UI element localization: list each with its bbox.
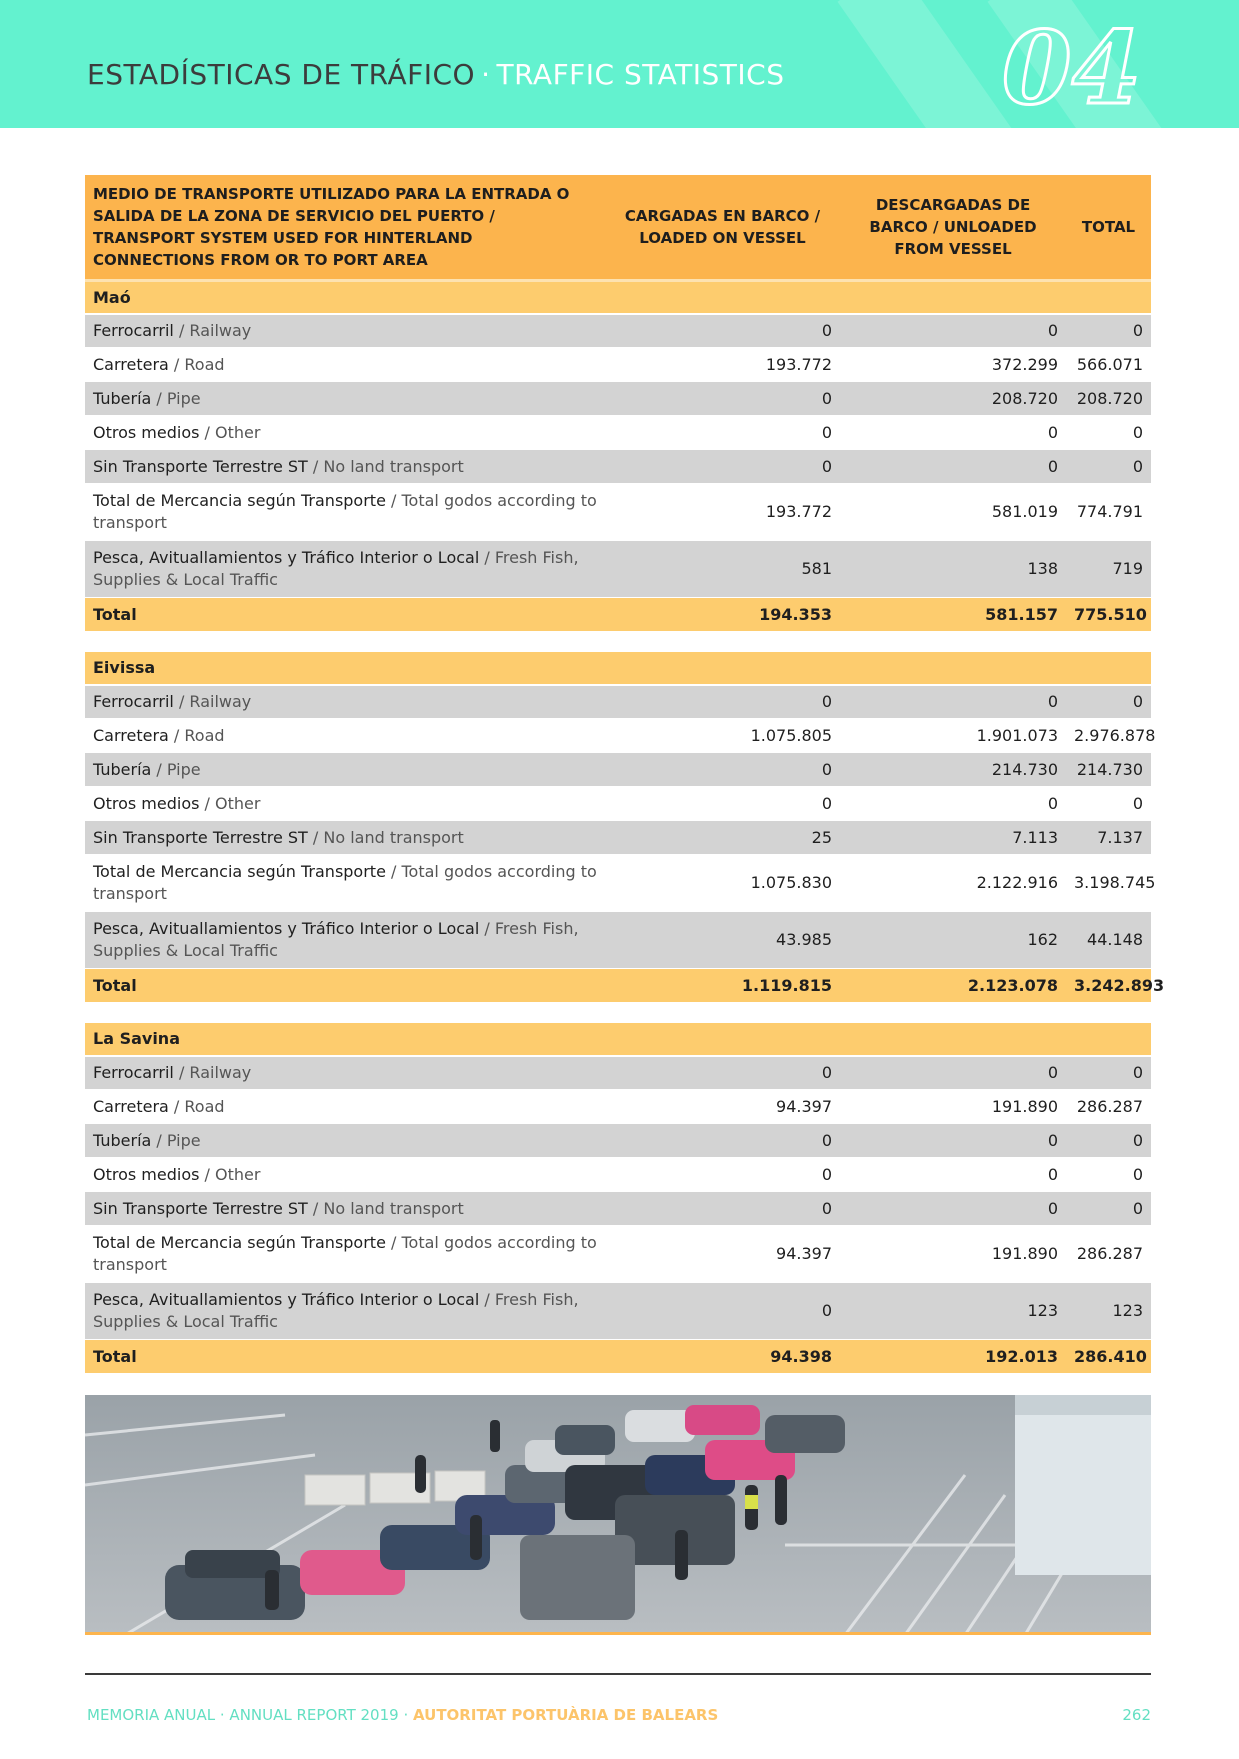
total-value: 0 <box>1066 416 1151 450</box>
total-total-value: 3.242.893 <box>1066 969 1151 1003</box>
region-header-row <box>85 652 1151 685</box>
table-row <box>85 1226 1151 1283</box>
total-value: 214.730 <box>1066 753 1151 787</box>
transport-label-es: Total de Mercancia según Transporte <box>93 862 386 881</box>
loaded-value: 193.772 <box>605 348 840 382</box>
loaded-value: 94.397 <box>605 1090 840 1124</box>
table-row <box>85 855 1151 912</box>
transport-label <box>85 348 605 382</box>
chapter-number <box>1002 0 1152 126</box>
table-row <box>85 541 1151 598</box>
table-row <box>85 1090 1151 1124</box>
unloaded-value: 208.720 <box>840 382 1066 416</box>
total-unloaded-value: 192.013 <box>840 1340 1066 1374</box>
total-value: 286.287 <box>1066 1226 1151 1283</box>
loaded-value: 0 <box>605 416 840 450</box>
total-value: 0 <box>1066 1124 1151 1158</box>
footer-organization: AUTORITAT PORTUÀRIA DE BALEARS <box>413 1706 719 1724</box>
spacer-cell <box>85 1003 1151 1023</box>
traffic-statistics-table <box>85 175 1165 1374</box>
total-total-value: 775.510 <box>1066 598 1151 632</box>
loaded-value: 0 <box>605 1192 840 1226</box>
transport-label <box>85 855 605 912</box>
total-value: 44.148 <box>1066 912 1151 969</box>
transport-label-en: / Pipe <box>151 389 201 408</box>
total-value: 123 <box>1066 1283 1151 1340</box>
transport-label-es: Pesca, Avituallamientos y Tráfico Interior o Local <box>93 548 480 567</box>
transport-label-en: / Total godos according to transport <box>93 1233 597 1274</box>
transport-label <box>85 821 605 855</box>
loaded-value: 94.397 <box>605 1226 840 1283</box>
loaded-value: 1.075.830 <box>605 855 840 912</box>
loaded-value: 0 <box>605 1283 840 1340</box>
transport-label <box>85 1226 605 1283</box>
transport-label-en: / Railway <box>173 1063 252 1083</box>
transport-label-en: / Total godos according to transport <box>93 491 597 532</box>
unloaded-value: 581.019 <box>840 484 1066 541</box>
region-name: Eivissa <box>85 652 1151 685</box>
column-header-loaded: CARGADAS EN BARCO / LOADED ON VESSEL <box>605 175 840 281</box>
chapter-number-text: 04 <box>1002 9 1142 126</box>
total-value: 0 <box>1066 1158 1151 1192</box>
unloaded-value: 0 <box>840 450 1066 484</box>
loaded-value: 581 <box>605 541 840 598</box>
table-row <box>85 416 1151 450</box>
transport-label-en: / Pipe <box>151 1131 201 1150</box>
section-spacer <box>85 632 1151 652</box>
total-value: 286.287 <box>1066 1090 1151 1124</box>
total-value: 7.137 <box>1066 821 1151 855</box>
transport-label-es: Pesca, Avituallamientos y Tráfico Interior o Local <box>93 1290 480 1309</box>
unloaded-value: 0 <box>840 1158 1066 1192</box>
total-value: 566.071 <box>1066 348 1151 382</box>
loaded-value: 0 <box>605 787 840 821</box>
table-row <box>85 787 1151 821</box>
total-value: 3.198.745 <box>1066 855 1151 912</box>
total-total-value: 286.410 <box>1066 1340 1151 1374</box>
unloaded-value: 0 <box>840 1192 1066 1226</box>
loaded-value: 0 <box>605 450 840 484</box>
transport-label-en: / Other <box>199 1165 261 1184</box>
table-row <box>85 382 1151 416</box>
table-row <box>85 912 1151 969</box>
photo-illustration <box>85 1395 1151 1635</box>
transport-label-es: Carretera <box>93 726 169 745</box>
transport-label <box>85 1192 605 1226</box>
table-row <box>85 484 1151 541</box>
table-header-row <box>85 175 1151 281</box>
loaded-value: 193.772 <box>605 484 840 541</box>
table-row <box>85 1124 1151 1158</box>
unloaded-value: 1.901.073 <box>840 719 1066 753</box>
total-label: Total <box>85 969 605 1003</box>
transport-label-es: Total de Mercancia según Transporte <box>93 491 386 510</box>
transport-label-es: Tubería <box>93 1131 152 1150</box>
transport-label-en: / No land transport <box>307 1199 464 1218</box>
transport-label-en: / Fresh Fish, Supplies & Local Traffic <box>93 919 579 960</box>
transport-label <box>85 1283 605 1340</box>
total-loaded-value: 194.353 <box>605 598 840 632</box>
transport-label <box>85 1158 605 1192</box>
transport-label <box>85 912 605 969</box>
transport-label-es: Carretera <box>93 355 169 374</box>
unloaded-value: 0 <box>840 1056 1066 1090</box>
unloaded-value: 2.122.916 <box>840 855 1066 912</box>
page-title <box>87 58 785 91</box>
transport-label <box>85 450 605 484</box>
loaded-value: 0 <box>605 1056 840 1090</box>
transport-label-en: / Other <box>199 423 261 442</box>
transport-label <box>85 314 605 348</box>
transport-label-en: / Railway <box>173 692 252 712</box>
loaded-value: 0 <box>605 1124 840 1158</box>
total-value: 0 <box>1066 1192 1151 1226</box>
total-value: 0 <box>1066 685 1151 719</box>
transport-label-es: Sin Transporte Terrestre ST <box>93 1199 308 1218</box>
loaded-value: 0 <box>605 1158 840 1192</box>
total-value: 208.720 <box>1066 382 1151 416</box>
total-label: Total <box>85 598 605 632</box>
loaded-value: 0 <box>605 753 840 787</box>
transport-label-es: Sin Transporte Terrestre ST <box>93 828 308 847</box>
transport-label-en: / Road <box>168 355 225 374</box>
total-value: 0 <box>1066 314 1151 348</box>
total-value: 0 <box>1066 1056 1151 1090</box>
transport-label-en: / Pipe <box>151 760 201 779</box>
total-loaded-value: 94.398 <box>605 1340 840 1374</box>
page-title-es: ESTADÍSTICAS DE TRÁFICO <box>87 58 476 91</box>
transport-label-es: Ferrocarril <box>93 1063 174 1083</box>
unloaded-value: 0 <box>840 314 1066 348</box>
total-value: 774.791 <box>1066 484 1151 541</box>
total-row <box>85 1340 1151 1374</box>
unloaded-value: 123 <box>840 1283 1066 1340</box>
column-header-total: TOTAL <box>1066 175 1151 281</box>
column-header-transport: MEDIO DE TRANSPORTE UTILIZADO PARA LA ENTRADA O SALIDA DE LA ZONA DE SERVICIO DEL PUERTO / TRANSPORT SYSTEM USED FOR HINTERLAND CONNECTIONS FROM OR TO PORT AREA <box>85 175 605 281</box>
unloaded-value: 191.890 <box>840 1226 1066 1283</box>
transport-label-es: Tubería <box>93 389 152 408</box>
transport-label <box>85 1124 605 1158</box>
unloaded-value: 191.890 <box>840 1090 1066 1124</box>
transport-label <box>85 541 605 598</box>
transport-label-es: Pesca, Avituallamientos y Tráfico Interior o Local <box>93 919 480 938</box>
transport-label-en: / No land transport <box>307 457 464 476</box>
page-title-en: TRAFFIC STATISTICS <box>496 58 785 91</box>
transport-label-en: / Railway <box>173 321 252 341</box>
transport-label-en: / Fresh Fish, Supplies & Local Traffic <box>93 548 579 589</box>
transport-label-es: Sin Transporte Terrestre ST <box>93 457 308 476</box>
transport-label-es: Otros medios <box>93 794 200 813</box>
unloaded-value: 372.299 <box>840 348 1066 382</box>
transport-label <box>85 685 605 719</box>
total-label: Total <box>85 1340 605 1374</box>
table-body <box>85 281 1165 1374</box>
total-row <box>85 598 1151 632</box>
loaded-value: 0 <box>605 314 840 348</box>
table-row <box>85 314 1151 348</box>
transport-label-en: / Road <box>168 726 225 745</box>
total-value: 0 <box>1066 787 1151 821</box>
spacer-cell <box>85 632 1151 652</box>
section-spacer <box>85 1003 1151 1023</box>
region-name: Maó <box>85 281 1151 314</box>
transport-label <box>85 1090 605 1124</box>
total-value: 2.976.878 <box>1066 719 1151 753</box>
table-row <box>85 348 1151 382</box>
port-parking-photo <box>85 1395 1151 1635</box>
table-row <box>85 1158 1151 1192</box>
transport-label <box>85 753 605 787</box>
page-footer <box>87 1706 718 1724</box>
unloaded-value: 162 <box>840 912 1066 969</box>
unloaded-value: 214.730 <box>840 753 1066 787</box>
page-header <box>0 0 1239 128</box>
transport-label <box>85 787 605 821</box>
transport-label-en: / Other <box>199 794 261 813</box>
transport-label-en: / Road <box>168 1097 225 1116</box>
transport-label-en: / Fresh Fish, Supplies & Local Traffic <box>93 1290 579 1331</box>
transport-label-es: Otros medios <box>93 423 200 442</box>
unloaded-value: 0 <box>840 685 1066 719</box>
table-row <box>85 719 1151 753</box>
transport-label-es: Ferrocarril <box>93 692 174 712</box>
total-loaded-value: 1.119.815 <box>605 969 840 1003</box>
transport-label <box>85 1056 605 1090</box>
footer-report-label: MEMORIA ANUAL · ANNUAL REPORT 2019 · <box>87 1706 413 1724</box>
unloaded-value: 0 <box>840 787 1066 821</box>
unloaded-value: 7.113 <box>840 821 1066 855</box>
unloaded-value: 0 <box>840 1124 1066 1158</box>
transport-label <box>85 719 605 753</box>
title-separator: · <box>481 58 491 91</box>
total-unloaded-value: 2.123.078 <box>840 969 1066 1003</box>
loaded-value: 0 <box>605 685 840 719</box>
unloaded-value: 0 <box>840 416 1066 450</box>
loaded-value: 1.075.805 <box>605 719 840 753</box>
transport-label-es: Ferrocarril <box>93 321 174 341</box>
loaded-value: 43.985 <box>605 912 840 969</box>
region-header-row <box>85 281 1151 314</box>
loaded-value: 0 <box>605 382 840 416</box>
table-row <box>85 1283 1151 1340</box>
table-row <box>85 450 1151 484</box>
table-row <box>85 685 1151 719</box>
transport-label <box>85 382 605 416</box>
table-row <box>85 753 1151 787</box>
region-header-row <box>85 1023 1151 1056</box>
unloaded-value: 138 <box>840 541 1066 598</box>
page-number: 262 <box>1122 1706 1151 1724</box>
transport-label-en: / No land transport <box>307 828 464 847</box>
total-row <box>85 969 1151 1003</box>
table-row <box>85 821 1151 855</box>
total-value: 0 <box>1066 450 1151 484</box>
loaded-value: 25 <box>605 821 840 855</box>
transport-label-es: Total de Mercancia según Transporte <box>93 1233 386 1252</box>
transport-label-en: / Total godos according to transport <box>93 862 597 903</box>
transport-label-es: Tubería <box>93 760 152 779</box>
transport-label-es: Otros medios <box>93 1165 200 1184</box>
transport-label-es: Carretera <box>93 1097 169 1116</box>
total-value: 719 <box>1066 541 1151 598</box>
region-name: La Savina <box>85 1023 1151 1056</box>
transport-label <box>85 484 605 541</box>
table-row <box>85 1056 1151 1090</box>
transport-label <box>85 416 605 450</box>
total-unloaded-value: 581.157 <box>840 598 1066 632</box>
footer-rule <box>85 1673 1151 1675</box>
column-header-unloaded: DESCARGADAS DE BARCO / UNLOADED FROM VESSEL <box>840 175 1066 281</box>
table-row <box>85 1192 1151 1226</box>
